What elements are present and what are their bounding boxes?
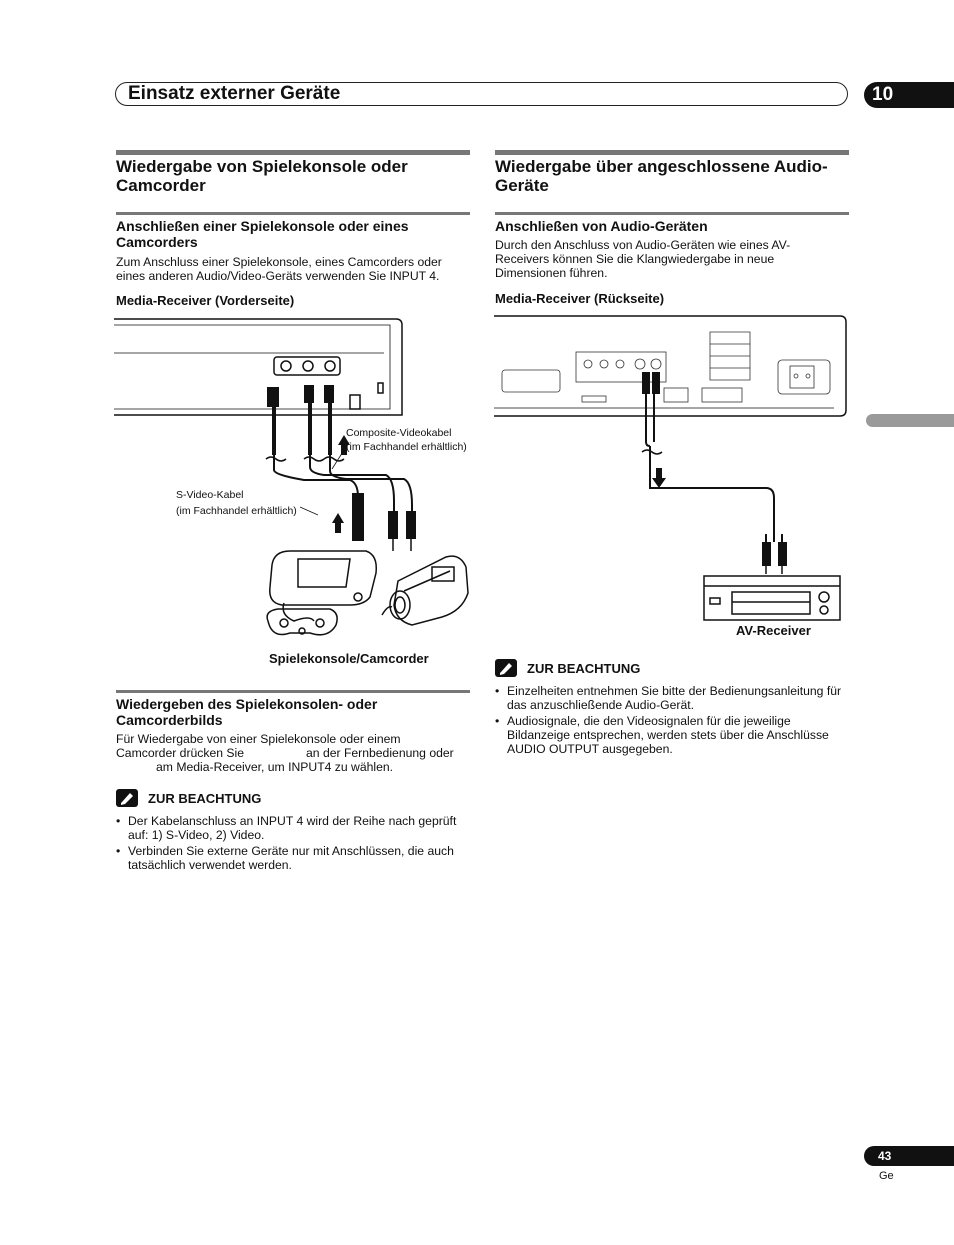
figure-title-front: Media-Receiver (Vorderseite) bbox=[116, 293, 295, 308]
subsection-title-playback: Wiedergeben des Spielekonsolen- oder Camcorderbilds bbox=[116, 696, 378, 728]
playback-line-2b: an der Fernbedienung oder bbox=[306, 746, 454, 760]
subsection-title-audio: Anschließen von Audio-Geräten bbox=[495, 218, 708, 234]
subsection-title-connect-console: Anschließen einer Spielekonsole oder eines Camcorders bbox=[116, 218, 409, 250]
note-heading-left: ZUR BEACHTUNG bbox=[148, 791, 262, 806]
note-pencil-icon bbox=[495, 659, 517, 677]
label-svideo-line2: (im Fachhandel erhältlich) bbox=[176, 505, 297, 517]
rear-connection-diagram bbox=[494, 312, 850, 624]
section-rule bbox=[116, 150, 470, 155]
paragraph-connect-console: Zum Anschluss einer Spielekonsole, eines Camcorders oder eines anderen Audio/Video-Geräts verwenden Sie INPUT 4. bbox=[116, 255, 442, 283]
receiver-front-panel bbox=[114, 319, 402, 415]
chapter-number-tab: 10 bbox=[864, 82, 954, 108]
label-composite-line2: (im Fachhandel erhältlich) bbox=[346, 441, 467, 453]
arrow-up-icon bbox=[332, 513, 344, 533]
list-item: • Verbinden Sie externe Geräte nur mit Anschlüssen, die auch tatsächlich verwendet werden. bbox=[116, 844, 472, 872]
playback-line-1: Für Wiedergabe von einer Spielekonsole oder einem bbox=[116, 732, 401, 746]
audio-plug-right bbox=[652, 372, 660, 394]
av-receiver-illustration bbox=[704, 576, 840, 620]
list-item: • Audiosignale, die den Videosignalen für die jeweilige Bildanzeige entsprechen, werden stets über die Anschlüsse AUDIO OUTPUT ausgegeben. bbox=[495, 714, 849, 756]
note-list-right bbox=[495, 684, 849, 758]
svideo-plug-device bbox=[352, 493, 364, 541]
section-title-left: Wiedergabe von Spielekonsole oder Camcorder bbox=[116, 157, 408, 195]
front-connection-diagram bbox=[114, 315, 474, 675]
label-av-receiver: AV-Receiver bbox=[736, 623, 811, 638]
label-composite-line1: Composite-Videokabel bbox=[346, 427, 452, 439]
paragraph-audio: Durch den Anschluss von Audio-Geräten wie eines AV-Receivers können Sie die Klangwiedergabe in neue Dimensionen führen. bbox=[495, 238, 791, 280]
chapter-title: Einsatz externer Geräte bbox=[128, 83, 341, 104]
section-rule bbox=[495, 150, 849, 155]
playback-line-3: am Media-Receiver, um INPUT4 zu wählen. bbox=[156, 760, 394, 774]
game-console-illustration bbox=[267, 551, 376, 635]
note-pencil-icon bbox=[116, 789, 138, 807]
label-svideo-line1: S-Video-Kabel bbox=[176, 489, 244, 501]
language-code: Ge bbox=[879, 1170, 894, 1182]
audio-cable bbox=[650, 446, 774, 542]
list-item: • Einzelheiten entnehmen Sie bitte der Bedienungsanleitung für das anzuschließende Audio-Gerät. bbox=[495, 684, 849, 712]
subsection-rule bbox=[495, 212, 849, 215]
camcorder-illustration bbox=[382, 556, 468, 625]
subsection-rule bbox=[116, 690, 470, 693]
list-item: • Der Kabelanschluss an INPUT 4 wird der Reihe nach geprüft auf: 1) S-Video, 2) Video. bbox=[116, 814, 472, 842]
label-console-camcorder: Spielekonsole/Camcorder bbox=[269, 651, 429, 666]
arrow-down-icon bbox=[652, 468, 666, 488]
svideo-plug bbox=[267, 387, 279, 407]
audio-plug-left bbox=[642, 372, 650, 394]
subsection-rule bbox=[116, 212, 470, 215]
playback-line-2a: Camcorder drücken Sie bbox=[116, 746, 245, 760]
figure-title-rear: Media-Receiver (Rückseite) bbox=[495, 291, 665, 306]
note-list-left bbox=[116, 814, 472, 874]
page-number: 43 bbox=[864, 1146, 954, 1166]
side-thumb-tab bbox=[866, 414, 954, 427]
section-title-right: Wiedergabe über angeschlossene Audio-Geräte bbox=[495, 157, 828, 195]
note-heading-right: ZUR BEACHTUNG bbox=[527, 661, 641, 676]
